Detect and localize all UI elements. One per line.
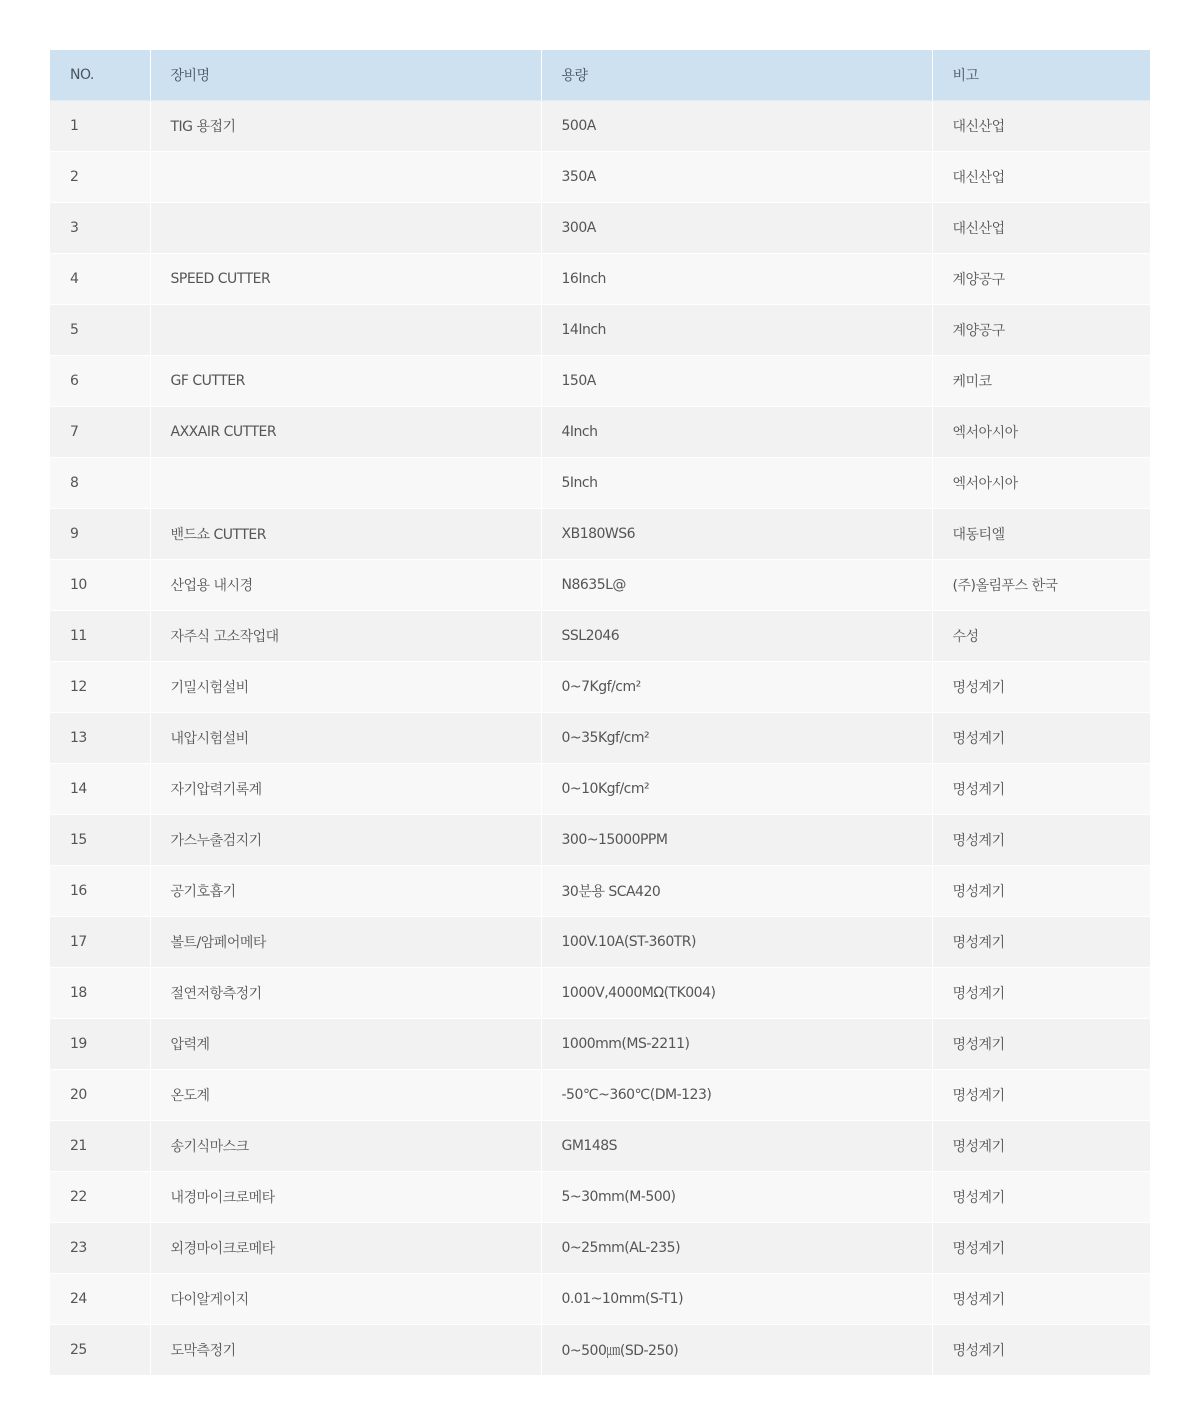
cell-capacity: 5~30mm(M-500) (541, 1172, 932, 1223)
cell-no: 24 (50, 1274, 150, 1325)
table-row (50, 611, 1150, 662)
cell-equipment-name: 산업용 내시경 (150, 560, 541, 611)
cell-no: 22 (50, 1172, 150, 1223)
column-header-no: NO. (50, 50, 150, 101)
cell-no: 12 (50, 662, 150, 713)
cell-note: 명성계기 (932, 1019, 1150, 1070)
header-row (50, 50, 1150, 101)
cell-equipment-name: AXXAIR CUTTER (150, 407, 541, 458)
cell-equipment-name: 다이알게이지 (150, 1274, 541, 1325)
cell-no: 18 (50, 968, 150, 1019)
cell-no: 9 (50, 509, 150, 560)
cell-no: 23 (50, 1223, 150, 1274)
table-row (50, 1325, 1150, 1376)
cell-capacity: 14Inch (541, 305, 932, 356)
cell-note: 명성계기 (932, 662, 1150, 713)
cell-note: 명성계기 (932, 1070, 1150, 1121)
cell-no: 8 (50, 458, 150, 509)
table-row (50, 1121, 1150, 1172)
table-row (50, 968, 1150, 1019)
table-row (50, 101, 1150, 152)
cell-capacity: 0~500㎛(SD-250) (541, 1325, 932, 1376)
cell-capacity: 100V.10A(ST-360TR) (541, 917, 932, 968)
table-row (50, 1172, 1150, 1223)
cell-capacity: -50℃~360℃(DM-123) (541, 1070, 932, 1121)
cell-note: 명성계기 (932, 968, 1150, 1019)
cell-equipment-name: 절연저항측정기 (150, 968, 541, 1019)
table-row (50, 764, 1150, 815)
table-row (50, 1223, 1150, 1274)
cell-no: 4 (50, 254, 150, 305)
cell-capacity: 5Inch (541, 458, 932, 509)
cell-equipment-name: TIG 용접기 (150, 101, 541, 152)
cell-note: 명성계기 (932, 713, 1150, 764)
cell-no: 25 (50, 1325, 150, 1376)
table-row (50, 305, 1150, 356)
equipment-table-container (50, 50, 1150, 1376)
cell-capacity: 0~7Kgf/cm² (541, 662, 932, 713)
cell-note: 명성계기 (932, 1223, 1150, 1274)
cell-note: 대동티엘 (932, 509, 1150, 560)
cell-equipment-name: 송기식마스크 (150, 1121, 541, 1172)
cell-no: 21 (50, 1121, 150, 1172)
cell-equipment-name: 밴드쇼 CUTTER (150, 509, 541, 560)
cell-note: 명성계기 (932, 1121, 1150, 1172)
table-row (50, 917, 1150, 968)
cell-capacity: 0.01~10mm(S-T1) (541, 1274, 932, 1325)
cell-equipment-name: 볼트/암페어메타 (150, 917, 541, 968)
table-row (50, 713, 1150, 764)
table-row (50, 356, 1150, 407)
table-row (50, 1274, 1150, 1325)
column-header-capacity: 용량 (541, 50, 932, 101)
cell-capacity: 500A (541, 101, 932, 152)
cell-equipment-name: GF CUTTER (150, 356, 541, 407)
cell-equipment-name (150, 305, 541, 356)
table-row (50, 509, 1150, 560)
cell-note: 계양공구 (932, 305, 1150, 356)
cell-capacity: 1000V,4000MΩ(TK004) (541, 968, 932, 1019)
cell-note: 명성계기 (932, 764, 1150, 815)
cell-capacity: 0~25mm(AL-235) (541, 1223, 932, 1274)
cell-equipment-name: SPEED CUTTER (150, 254, 541, 305)
cell-note: 명성계기 (932, 815, 1150, 866)
cell-capacity: 300A (541, 203, 932, 254)
table-row (50, 407, 1150, 458)
cell-capacity: 0~10Kgf/cm² (541, 764, 932, 815)
cell-equipment-name: 가스누출검지기 (150, 815, 541, 866)
cell-no: 1 (50, 101, 150, 152)
table-row (50, 1019, 1150, 1070)
cell-note: 수성 (932, 611, 1150, 662)
table-row (50, 203, 1150, 254)
cell-capacity: XB180WS6 (541, 509, 932, 560)
cell-no: 11 (50, 611, 150, 662)
table-row (50, 866, 1150, 917)
cell-capacity: 30분용 SCA420 (541, 866, 932, 917)
cell-capacity: SSL2046 (541, 611, 932, 662)
cell-capacity: 1000mm(MS-2211) (541, 1019, 932, 1070)
cell-note: 대신산업 (932, 203, 1150, 254)
table-row (50, 560, 1150, 611)
cell-capacity: 4Inch (541, 407, 932, 458)
cell-capacity: 16Inch (541, 254, 932, 305)
table-body (50, 101, 1150, 1376)
cell-no: 13 (50, 713, 150, 764)
cell-note: 엑서아시아 (932, 458, 1150, 509)
cell-note: 대신산업 (932, 152, 1150, 203)
cell-no: 20 (50, 1070, 150, 1121)
cell-note: 대신산업 (932, 101, 1150, 152)
cell-note: 케미코 (932, 356, 1150, 407)
cell-no: 17 (50, 917, 150, 968)
table-row (50, 1070, 1150, 1121)
cell-equipment-name: 기밀시험설비 (150, 662, 541, 713)
cell-capacity: GM148S (541, 1121, 932, 1172)
table-row (50, 152, 1150, 203)
cell-no: 10 (50, 560, 150, 611)
cell-capacity: 300~15000PPM (541, 815, 932, 866)
cell-note: 명성계기 (932, 1325, 1150, 1376)
cell-no: 15 (50, 815, 150, 866)
cell-no: 6 (50, 356, 150, 407)
cell-capacity: N8635L@ (541, 560, 932, 611)
cell-note: 명성계기 (932, 1172, 1150, 1223)
table-row (50, 254, 1150, 305)
cell-equipment-name: 외경마이크로메타 (150, 1223, 541, 1274)
cell-note: 엑서아시아 (932, 407, 1150, 458)
equipment-table (50, 50, 1150, 1376)
cell-equipment-name: 온도계 (150, 1070, 541, 1121)
cell-equipment-name: 압력계 (150, 1019, 541, 1070)
cell-equipment-name (150, 152, 541, 203)
cell-note: 명성계기 (932, 866, 1150, 917)
cell-equipment-name: 자주식 고소작업대 (150, 611, 541, 662)
table-row (50, 458, 1150, 509)
cell-equipment-name: 공기호흡기 (150, 866, 541, 917)
column-header-note: 비고 (932, 50, 1150, 101)
cell-no: 5 (50, 305, 150, 356)
cell-equipment-name (150, 203, 541, 254)
cell-equipment-name: 도막측정기 (150, 1325, 541, 1376)
cell-note: 명성계기 (932, 1274, 1150, 1325)
cell-equipment-name: 내경마이크로메타 (150, 1172, 541, 1223)
cell-note: 계양공구 (932, 254, 1150, 305)
cell-note: (주)올림푸스 한국 (932, 560, 1150, 611)
cell-no: 3 (50, 203, 150, 254)
cell-capacity: 150A (541, 356, 932, 407)
table-row (50, 815, 1150, 866)
cell-capacity: 350A (541, 152, 932, 203)
cell-note: 명성계기 (932, 917, 1150, 968)
cell-equipment-name: 내압시험설비 (150, 713, 541, 764)
cell-no: 2 (50, 152, 150, 203)
cell-capacity: 0~35Kgf/cm² (541, 713, 932, 764)
table-row (50, 662, 1150, 713)
table-header (50, 50, 1150, 101)
cell-no: 7 (50, 407, 150, 458)
column-header-name: 장비명 (150, 50, 541, 101)
cell-no: 14 (50, 764, 150, 815)
cell-no: 16 (50, 866, 150, 917)
cell-equipment-name: 자기압력기록계 (150, 764, 541, 815)
cell-equipment-name (150, 458, 541, 509)
cell-no: 19 (50, 1019, 150, 1070)
